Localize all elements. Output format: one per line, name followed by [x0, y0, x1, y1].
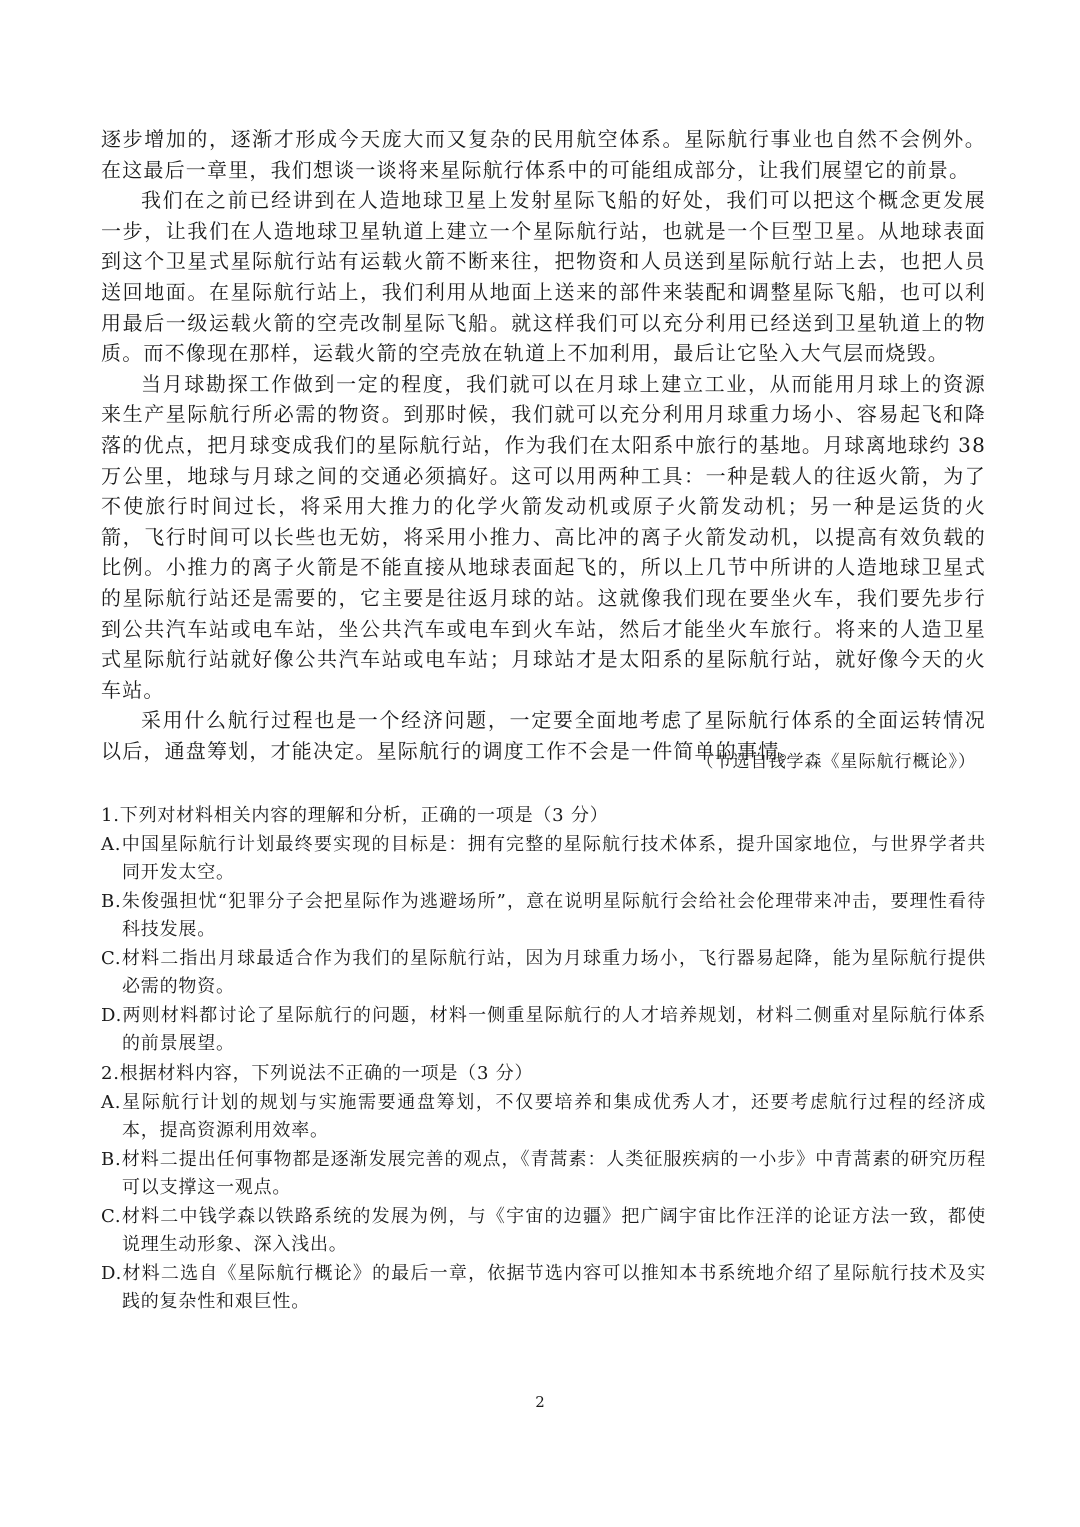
- question-1-option-d: [101, 1002, 986, 1059]
- question-2: [101, 1060, 986, 1317]
- option-text: 材料二提出任何事物都是逐渐发展完善的观点，《青蒿素：人类征服疾病的一小步》中青蒿素的研究历程可以支撑这一观点。: [121, 1148, 986, 1198]
- option-text: 朱俊强担忧“犯罪分子会把星际作为逃避场所”，意在说明星际航行会给社会伦理带来冲击，要理性看待科技发展。: [121, 890, 986, 940]
- option-text: 材料二选自《星际航行概论》的最后一章，依据节选内容可以推知本书系统地介绍了星际航行技术及实践的复杂性和艰巨性。: [122, 1262, 986, 1312]
- option-label: C.: [101, 1205, 122, 1227]
- reading-passage: [101, 124, 986, 766]
- option-label: C.: [101, 947, 122, 969]
- question-1-stem: 1.下列对材料相关内容的理解和分析，正确的一项是（3 分）: [101, 805, 609, 826]
- question-2-stem: 2.根据材料内容，下列说法不正确的一项是（3 分）: [101, 1063, 534, 1084]
- option-label: A.: [101, 1091, 122, 1113]
- option-text: 材料二中钱学森以铁路系统的发展为例，与《宇宙的边疆》把广阔宇宙比作汪洋的论证方法一致，都使说理生动形象、深入浅出。: [121, 1205, 986, 1255]
- page-number: 2: [535, 1393, 545, 1411]
- option-label: B.: [101, 890, 122, 912]
- question-2-option-c: [101, 1203, 986, 1260]
- passage-paragraph-1: 逐步增加的，逐渐才形成今天庞大而又复杂的民用航空体系。星际航行事业也自然不会例外。在这最后一章里，我们想谈一谈将来星际航行体系中的可能组成部分，让我们展望它的前景。: [101, 127, 986, 182]
- option-label: D.: [101, 1262, 123, 1284]
- option-text: 材料二指出月球最适合作为我们的星际航行站，因为月球重力场小，飞行器易起降，能为星际航行提供必需的物资。: [121, 947, 986, 997]
- passage-paragraph-4: 采用什么航行过程也是一个经济问题，一定要全面地考虑了星际航行体系的全面运转情况以后，通盘筹划，才能决定。星际航行的调度工作不会是一件简单的事情。: [101, 708, 986, 763]
- option-label: D.: [101, 1004, 123, 1026]
- question-2-option-a: [101, 1089, 986, 1146]
- option-text: 中国星际航行计划最终要实现的目标是：拥有完整的星际航行技术体系，提升国家地位，与世界学者共同开发太空。: [121, 833, 986, 883]
- question-2-option-b: [101, 1146, 986, 1203]
- question-2-option-d: [101, 1260, 986, 1317]
- question-1: [101, 802, 986, 1059]
- question-1-option-b: [101, 888, 986, 945]
- question-1-option-c: [101, 945, 986, 1002]
- option-label: B.: [101, 1148, 122, 1170]
- option-label: A.: [101, 833, 122, 855]
- passage-paragraph-2: 我们在之前已经讲到在人造地球卫星上发射星际飞船的好处，我们可以把这个概念更发展一步，让我们在人造地球卫星轨道上建立一个星际航行站，也就是一个巨型卫星。从地球表面到这个卫星式星际航行站有运载火箭不断来往，把物资和人员送到星际航行站上去，也把人员送回地面。在星际航行站上，我们利用从地面上送来的部件来装配和调整星际飞船，也可以利用最后一级运载火箭的空壳改制星际飞船。就这样我们可以充分利用已经送到卫星轨道上的物质。而不像现在那样，运载火箭的空壳放在轨道上不加利用，最后让它坠入大气层而烧毁。: [101, 188, 986, 366]
- passage-source: （节选自钱学森《星际航行概论》）: [696, 752, 976, 772]
- question-1-option-a: [101, 831, 986, 888]
- passage-paragraph-3: 当月球勘探工作做到一定的程度，我们就可以在月球上建立工业，从而能用月球上的资源来生产星际航行所必需的物资。到那时候，我们就可以充分利用月球重力场小、容易起飞和降落的优点，把月球变成我们的星际航行站，作为我们在太阳系中旅行的基地。月球离地球约 38 万公里，地球与月球之间的交通必须搞好。这可以用两种工具：一种是载人的往返火箭，为了不使旅行时间过长，将采用大推力的化学火箭发动机或原子火箭发动机；另一种是运货的火箭，飞行时间可以长些也无妨，将采用小推力、高比冲的离子火箭发动机，以提高有效负载的比例。小推力的离子火箭是不能直接从地球表面起飞的，所以上几节中所讲的人造地球卫星式的星际航行站还是需要的，它主要是往返月球的站。这就像我们现在要坐火车，我们要先步行到公共汽车站或电车站，坐公共汽车或电车到火车站，然后才能坐火车旅行。将来的人造卫星式星际航行站就好像公共汽车站或电车站；月球站才是太阳系的星际航行站，就好像今天的火车站。: [101, 371, 986, 702]
- option-text: 星际航行计划的规划与实施需要通盘筹划，不仅要培养和集成优秀人才，还要考虑航行过程的经济成本，提高资源利用效率。: [121, 1091, 986, 1141]
- option-text: 两则材料都讨论了星际航行的问题，材料一侧重星际航行的人才培养规划，材料二侧重对星际航行体系的前景展望。: [122, 1004, 986, 1054]
